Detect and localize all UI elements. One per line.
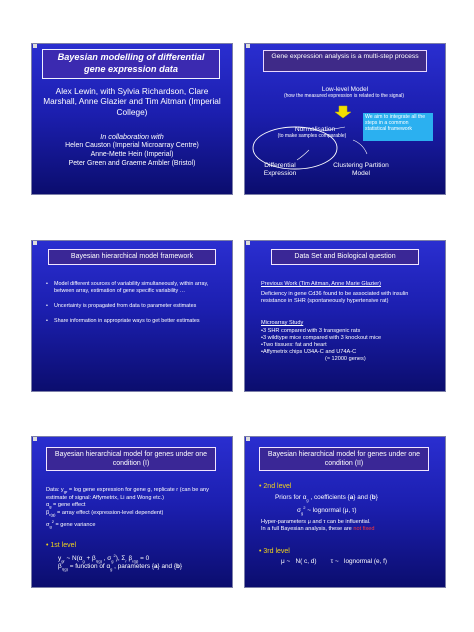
microarray-list [261,328,441,363]
slide-corner-marker [246,241,250,245]
microarray-heading: Microarray Study [261,320,304,326]
level-label: 1st level [50,542,77,549]
slide-title: Gene expression analysis is a multi-step process [271,53,419,60]
slide-corner-marker [33,437,37,441]
slide-model-two [245,437,445,587]
low-level-label: Low-level Model [321,86,369,93]
normalisation-label: Normalisation [294,126,336,133]
slide-title: Data Set and Biological question [294,253,396,260]
normalisation-note: (to make samples comparable) [277,133,347,139]
curved-arrow-icon [353,140,367,154]
alpha-definition: $\alpha_g$ = gene effect [46,502,86,510]
slide-title-box [271,249,419,265]
collab-heading: In collaboration with [100,132,164,141]
collab-line-3: Peter Green and Graeme Ambler (Bristol) [68,160,196,167]
prior-line-2: $\sigma_g^2$ ~ lognormal (μ, τ) [297,505,357,516]
third-level: • 3rd level [259,548,290,555]
list-item: •Two tissues: fat and heart [261,342,327,348]
collab-line-2: Anne-Mette Hein (Imperial) [90,151,174,158]
beta-definition: $\beta_{r(g)}$ = array effect (expression-level dependent) [46,510,164,518]
sigma-definition: $\sigma_g^2$ = gene variance [46,519,96,530]
slide-title: Bayesian hierarchical model framework [70,253,194,260]
slide-corner-marker [33,241,37,245]
slide-multistep [245,44,445,194]
aim-note-box [363,113,433,141]
slide-title-box [46,447,216,471]
arrow-down-icon [335,106,351,118]
slide-title-box [48,249,216,265]
previous-work-heading: Previous Work (Tim Aitman, Anne Marie Glazier) [261,281,381,287]
data-definitions [46,487,218,530]
data-definition: Data: $y_{gr} = \log$ gene expression for gene g, replicate r (can be any estimate of signal: Affymetrix, Li and Wong etc.) [46,487,209,502]
bullet-item: • Uncertainty is propagated from data to parameter estimates [44,303,214,310]
slide-model-one [32,437,232,587]
slide-corner-marker [246,437,250,441]
list-item: •Affymetrix chips U34A-C and U74A-C [261,349,357,355]
equation-2: $\beta_{r(g)}$ = function of $\alpha_g$ , parameters {a} and {b} [58,563,183,572]
slide-framework [32,241,232,391]
collab-line-1: Helen Causton (Imperial Microarray Centre) [65,142,199,149]
framework-bullets [44,281,214,333]
aim-note: We aim to integrate all the steps in a common statistical framework [365,114,426,133]
slide-title: Bayesian hierarchical model for genes under one condition (II) [267,451,421,467]
genes-count: (≈ 12000 genes) [325,356,366,362]
prior-line-1: Priors for $\alpha_g$ , coefficients {a} and {b} [275,494,378,503]
first-level: • 1st level [46,542,77,549]
bullet-item: • Model different sources of variability simultaneously, within array, between array, estimation of gene specific variability … [44,281,214,295]
low-level-note: (how the measured expression is related to the signal) [283,93,405,99]
not-fixed-text: not fixed [353,526,375,532]
list-item: •3 SHR compared with 3 transgenic rats [261,328,361,334]
slide-title: Bayesian hierarchical model for genes under one condition (I) [54,451,208,467]
previous-work-text: Deficiency in gene Cd36 found to be associated with insulin resistance in SHR (spontaneously hypertensive rat) [261,291,409,304]
list-item: •3 wildtype mice compared with 3 knockout mice [261,335,382,341]
authors: Alex Lewin, with Sylvia Richardson, Clare Marshall, Anne Glazier and Tim Aitman (Imperial College) [43,86,221,117]
level3-equation: μ ~ N( c, d) τ ~ lognormal (e, f) [281,558,388,565]
clustering-label: Clustering Partition Model [333,162,389,177]
slide-dataset [245,241,445,391]
slide-title: Bayesian modelling of differential gene expression data [57,52,205,74]
hyper-text: Hyper-parameters μ and τ can be influential. In a full Bayesian analysis, these are not fixed [261,519,375,532]
second-level: • 2nd level [259,483,292,490]
level-label: 3rd level [263,548,290,555]
bullet-item: • Share information in appropriate ways to get better estimates [44,318,214,325]
slide-title-box [259,447,429,471]
slide-title-box [42,49,220,79]
curved-arrow-icon [297,150,309,160]
slide-title-page [32,44,232,194]
level-label: 2nd level [263,483,292,490]
differential-label: Differential Expression [263,162,297,177]
equation-1: $y_{gr}$ ~ $N(\alpha_g + \beta_{r(g)}$ , $\sigma_g^2$), $\Sigma_r$ $\beta_{r(g)} = 0$ [58,553,150,564]
slide-corner-marker [33,44,37,48]
